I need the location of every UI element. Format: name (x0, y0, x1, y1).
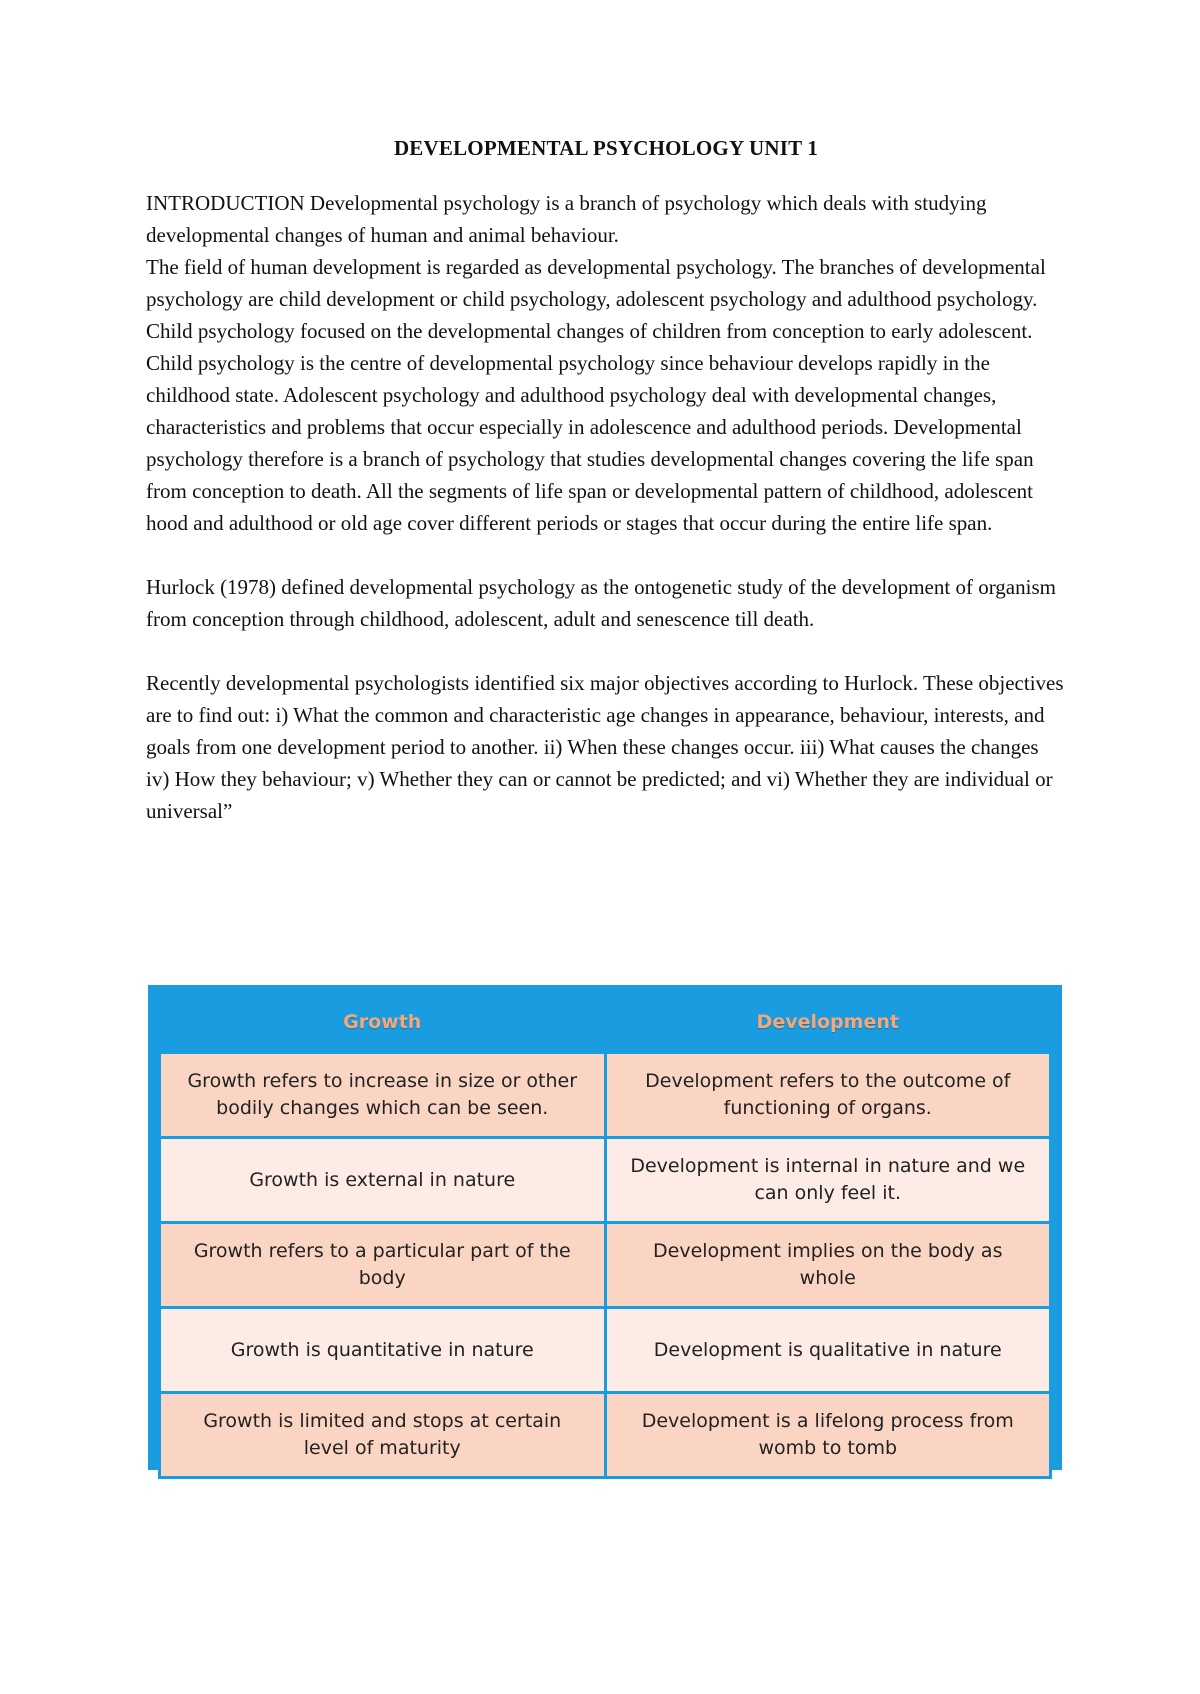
document-body (146, 136, 1066, 827)
document-title: DEVELOPMENTAL PSYCHOLOGY UNIT 1 (393, 136, 819, 160)
development-cell: Development is a lifelong process from womb to tomb (605, 1393, 1051, 1478)
growth-cell: Growth is external in nature (160, 1138, 606, 1223)
table-row (160, 1308, 1051, 1393)
table-row (160, 1138, 1051, 1223)
table-header-row (160, 993, 1051, 1053)
header-development: Development (756, 1011, 899, 1033)
comparison-table (158, 993, 1052, 1479)
paragraph-spacer (146, 539, 1066, 571)
table-row (160, 1393, 1051, 1478)
paragraph-objectives: Recently developmental psychologists identified six major objectives according to Hurlock. These objectives are to find out: i) What the common and characteristic age changes in appearance, behaviour, interests, and goals from one development period to another. ii) When these changes occur. iii) What causes the changes iv) How they behaviour; v) Whether they can or cannot be predicted; and vi) Whether they are individual or universal” (146, 671, 1064, 823)
table-row (160, 1053, 1051, 1138)
development-cell: Development implies on the body as whole (605, 1223, 1051, 1308)
table-row (160, 1223, 1051, 1308)
paragraph-spacer (146, 635, 1066, 667)
growth-cell: Growth refers to increase in size or other bodily changes which can be seen. (160, 1053, 606, 1138)
development-cell: Development refers to the outcome of functioning of organs. (605, 1053, 1051, 1138)
paragraph-hurlock-definition: Hurlock (1978) defined developmental psychology as the ontogenetic study of the development of organism from conception through childhood, adolescent, adult and senescence till death. (146, 575, 1056, 631)
growth-cell: Growth is quantitative in nature (160, 1308, 606, 1393)
paragraph-field-of-development: The field of human development is regarded as developmental psychology. The branches of developmental psychology are child development or child psychology, adolescent psychology and adulthood psychology. Child psychology focused on the developmental changes of children from conception to early adolescent. Child psychology is the centre of developmental psychology since behaviour develops rapidly in the childhood state. Adolescent psychology and adulthood psychology deal with developmental changes, characteristics and problems that occur especially in adolescence and adulthood periods. Developmental psychology therefore is a branch of psychology that studies developmental changes covering the life span from conception to death. All the segments of life span or developmental pattern of childhood, adolescent hood and adulthood or old age cover different periods or stages that occur during the entire life span. (146, 255, 1046, 535)
growth-cell: Growth refers to a particular part of the body (160, 1223, 606, 1308)
development-cell: Development is qualitative in nature (605, 1308, 1051, 1393)
header-growth: Growth (343, 1011, 422, 1033)
growth-development-table (148, 985, 1062, 1470)
development-cell: Development is internal in nature and we can only feel it. (605, 1138, 1051, 1223)
growth-cell: Growth is limited and stops at certain level of maturity (160, 1393, 606, 1478)
paragraph-introduction: INTRODUCTION Developmental psychology is a branch of psychology which deals with studying developmental changes of human and animal behaviour. (146, 191, 987, 247)
